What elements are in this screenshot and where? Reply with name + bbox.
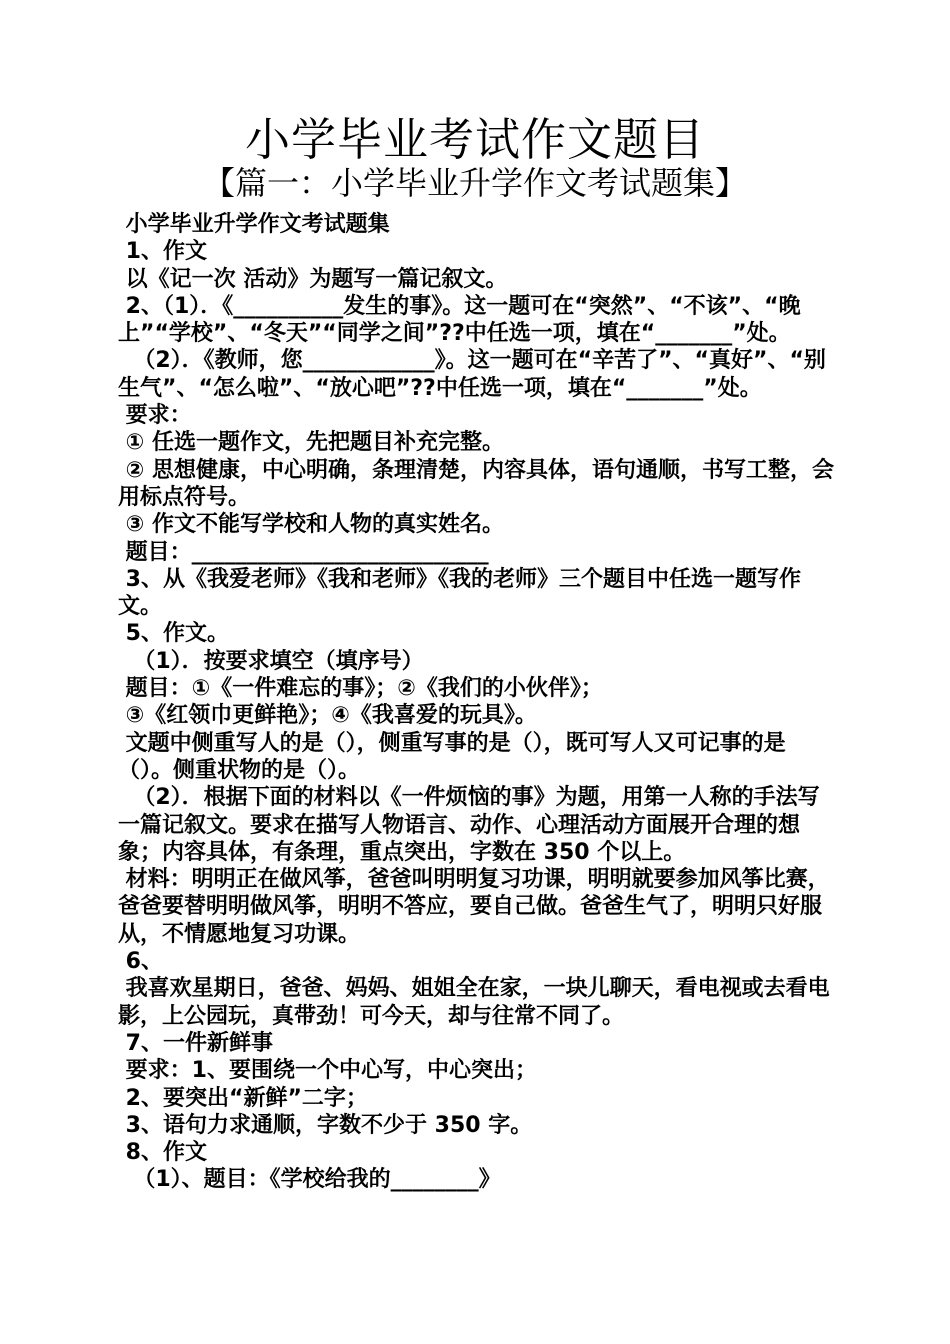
body-line: 文题中侧重写人的是（），侧重写事的是（），既可写人又可记事的是（）。侧重状物的是（）。 — [118, 730, 786, 783]
document-subtitle: 【篇一：小学毕业升学作文考试题集】 — [202, 164, 747, 202]
body-line: 材料：明明正在做风筝，爸爸叫明明复习功课，明明就要参加风筝比赛，爸爸要替明明做风筝，明明不答应，要自己做。爸爸生气了，明明只好服从，不情愿地复习功课。 — [118, 867, 830, 947]
body-line: （1）．按要求填空（填序号） — [118, 648, 424, 674]
body-line: （2）．根据下面的材料以《一件烦恼的事》为题，用第一人称的手法写一篇记叙文。要求在描写人物语言、动作、心理活动方面展开合理的想象；内容具体，有条理，重点突出，字数在 350 个以上。 — [118, 785, 820, 865]
body-line: 8、作文 — [118, 1140, 207, 1166]
body-line: 以《记一次 活动》为题写一篇记叙文。 — [118, 266, 508, 292]
body-line: ③《红领巾更鲜艳》；④《我喜爱的玩具》。 — [118, 703, 537, 729]
body-line: （2）．《教师，您____________》。这一题可在“辛苦了”、“真好”、“别生气”、“怎么啦”、“放心吧”??中任选一项，填在“_______”处。 — [118, 348, 826, 401]
body-line: 我喜欢星期日，爸爸、妈妈、姐姐全在家，一块儿聊天，看电视或去看电影，上公园玩，真带劲！可今天，却与往常不同了。 — [118, 976, 830, 1029]
body-line: 题目：①《一件难忘的事》；②《我们的小伙伴》； — [118, 676, 603, 702]
document-title: 小学毕业考试作文题目 — [244, 113, 705, 166]
section-heading: 小学毕业升学作文考试题集 — [118, 212, 390, 237]
body-line: 3、语句力求通顺，字数不少于 350 字。 — [118, 1112, 533, 1138]
body-line: 要求： — [118, 403, 192, 429]
body-line: 要求：1、要围绕一个中心写，中心突出； — [118, 1058, 537, 1084]
body-line: 1、作文 — [118, 239, 207, 265]
body-line: 2、要突出“新鲜”二字； — [118, 1085, 368, 1111]
body-line: （1）、题目：《学校给我的________》 — [118, 1167, 501, 1193]
body-line: ① 任选一题作文，先把题目补充完整。 — [118, 430, 504, 456]
body-line: 6、 — [118, 949, 163, 975]
body-line: 3、从《我爱老师》《我和老师》《我的老师》三个题目中任选一题写作文。 — [118, 566, 801, 620]
body-line: ② 思想健康，中心明确，条理清楚，内容具体，语句通顺，书写工整，会用标点符号。 — [118, 457, 834, 510]
body-line: 2、（1）．《__________发生的事》。这一题可在“突然”、“不该”、“晚上”“学校”、“冬天”“同学之间”??中任选一项，填在“_______”处。 — [118, 293, 801, 347]
body-line: 5、作文。 — [118, 621, 229, 647]
document-body — [118, 211, 838, 1194]
body-line: 题目：___________________________ — [118, 539, 489, 565]
body-line: ③ 作文不能写学校和人物的真实姓名。 — [118, 512, 504, 538]
body-line: 7、一件新鲜事 — [118, 1030, 273, 1056]
